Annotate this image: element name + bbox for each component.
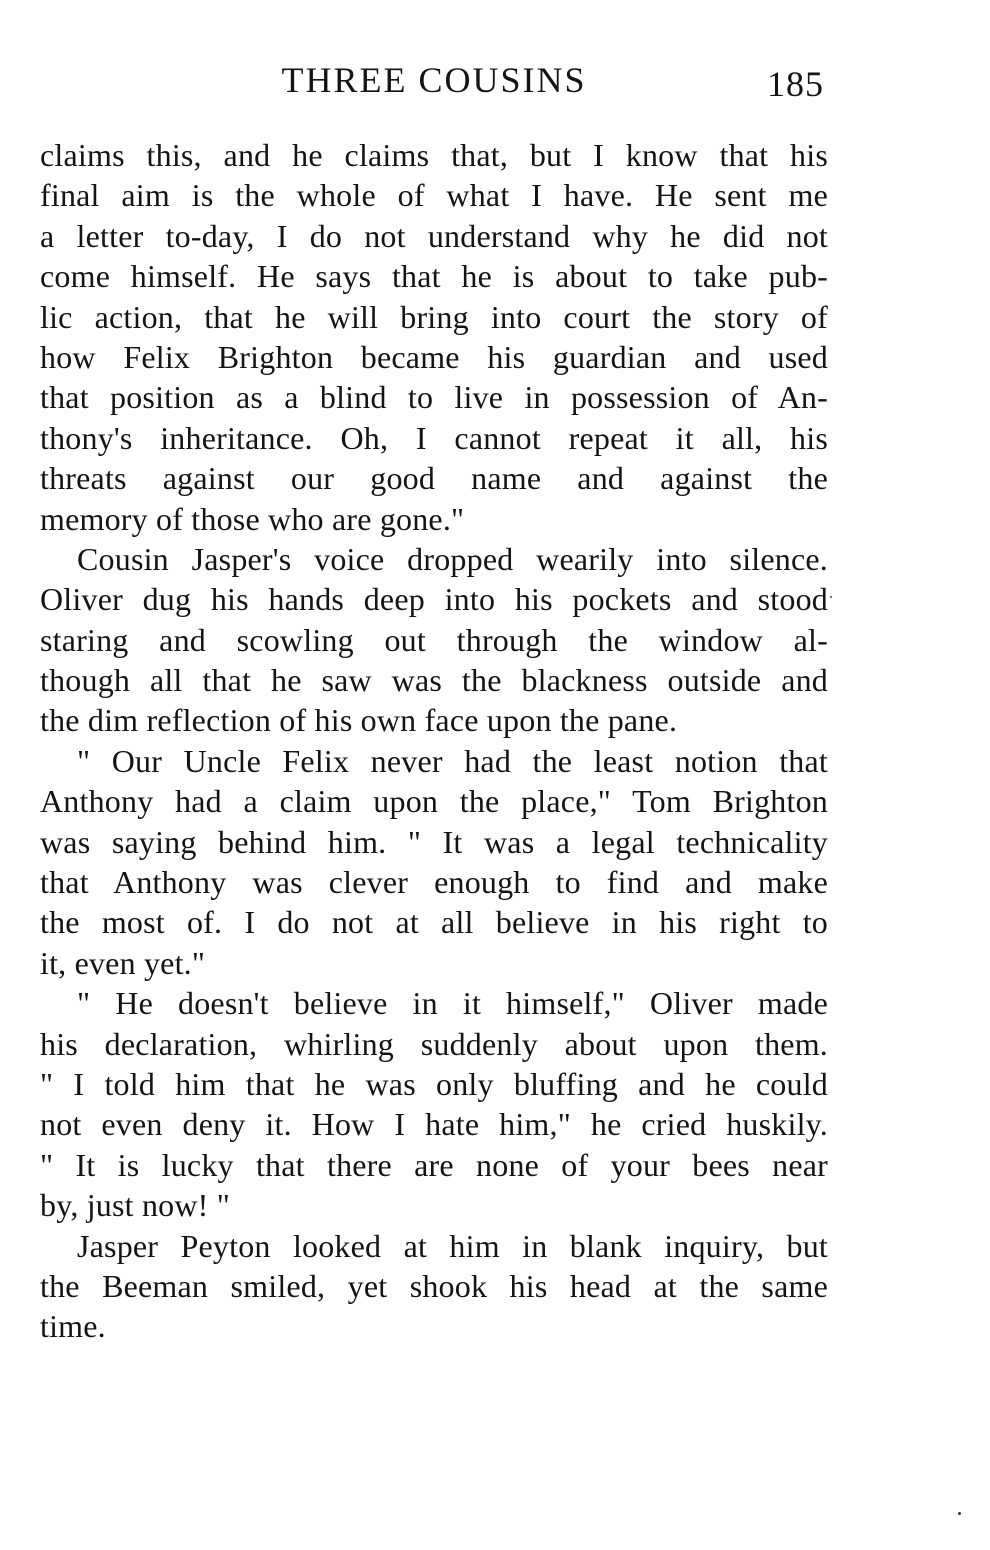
text-line: the dim reflection of his own face upon the pane. bbox=[40, 702, 678, 739]
text-line: the Beeman smiled, yet shook his head at the same bbox=[40, 1267, 828, 1304]
text-line: " It is lucky that there are none of your bees near bbox=[40, 1146, 828, 1183]
text-line: a letter to-day, I do not understand why he did not bbox=[40, 217, 828, 254]
text-line: it, even yet." bbox=[40, 944, 206, 981]
text-line: come himself. He says that he is about to take pub- bbox=[40, 258, 828, 295]
text-line: that position as a blind to live in possession of An- bbox=[40, 379, 828, 416]
text-line: by, just now! " bbox=[40, 1187, 230, 1224]
text-line: Cousin Jasper's voice dropped wearily into silence. bbox=[77, 540, 828, 577]
text-line: " Our Uncle Felix never had the least notion that bbox=[77, 742, 828, 779]
page-number: 185 bbox=[767, 64, 824, 104]
text-line: Anthony had a claim upon the place," Tom Brighton bbox=[40, 783, 828, 820]
running-title: THREE COUSINS bbox=[281, 60, 587, 100]
text-line: " He doesn't believe in it himself," Oliver made bbox=[77, 985, 828, 1022]
text-line: lic action, that he will bring into court the story of bbox=[40, 298, 828, 335]
text-line: his declaration, whirling suddenly about upon them. bbox=[40, 1025, 828, 1062]
text-line: final aim is the whole of what I have. He sent me bbox=[40, 177, 828, 214]
text-line: Oliver dug his hands deep into his pockets and stood bbox=[40, 581, 828, 618]
text-line: not even deny it. How I hate him," he cried huskily. bbox=[40, 1106, 828, 1143]
text-line: threats against our good name and against the bbox=[40, 460, 828, 497]
text-line: that Anthony was clever enough to find and make bbox=[40, 864, 828, 901]
body-text bbox=[40, 135, 828, 1347]
text-line: Jasper Peyton looked at him in blank inquiry, but bbox=[77, 1227, 828, 1264]
text-line: was saying behind him. " It was a legal technicality bbox=[40, 823, 828, 860]
text-line: how Felix Brighton became his guardian and used bbox=[40, 338, 828, 375]
scan-speck bbox=[830, 596, 832, 598]
text-line: " I told him that he was only bluffing and he could bbox=[40, 1065, 828, 1102]
text-line: claims this, and he claims that, but I know that his bbox=[40, 137, 828, 173]
running-head bbox=[40, 56, 828, 104]
text-line: though all that he saw was the blackness outside and bbox=[40, 662, 828, 699]
text-line: memory of those who are gone." bbox=[40, 500, 465, 537]
text-line: thony's inheritance. Oh, I cannot repeat it all, his bbox=[40, 419, 828, 456]
text-line: the most of. I do not at all believe in his right to bbox=[40, 904, 828, 941]
text-line: staring and scowling out through the window al- bbox=[40, 621, 828, 658]
scan-dot bbox=[958, 1512, 961, 1515]
text-line: time. bbox=[40, 1308, 106, 1345]
